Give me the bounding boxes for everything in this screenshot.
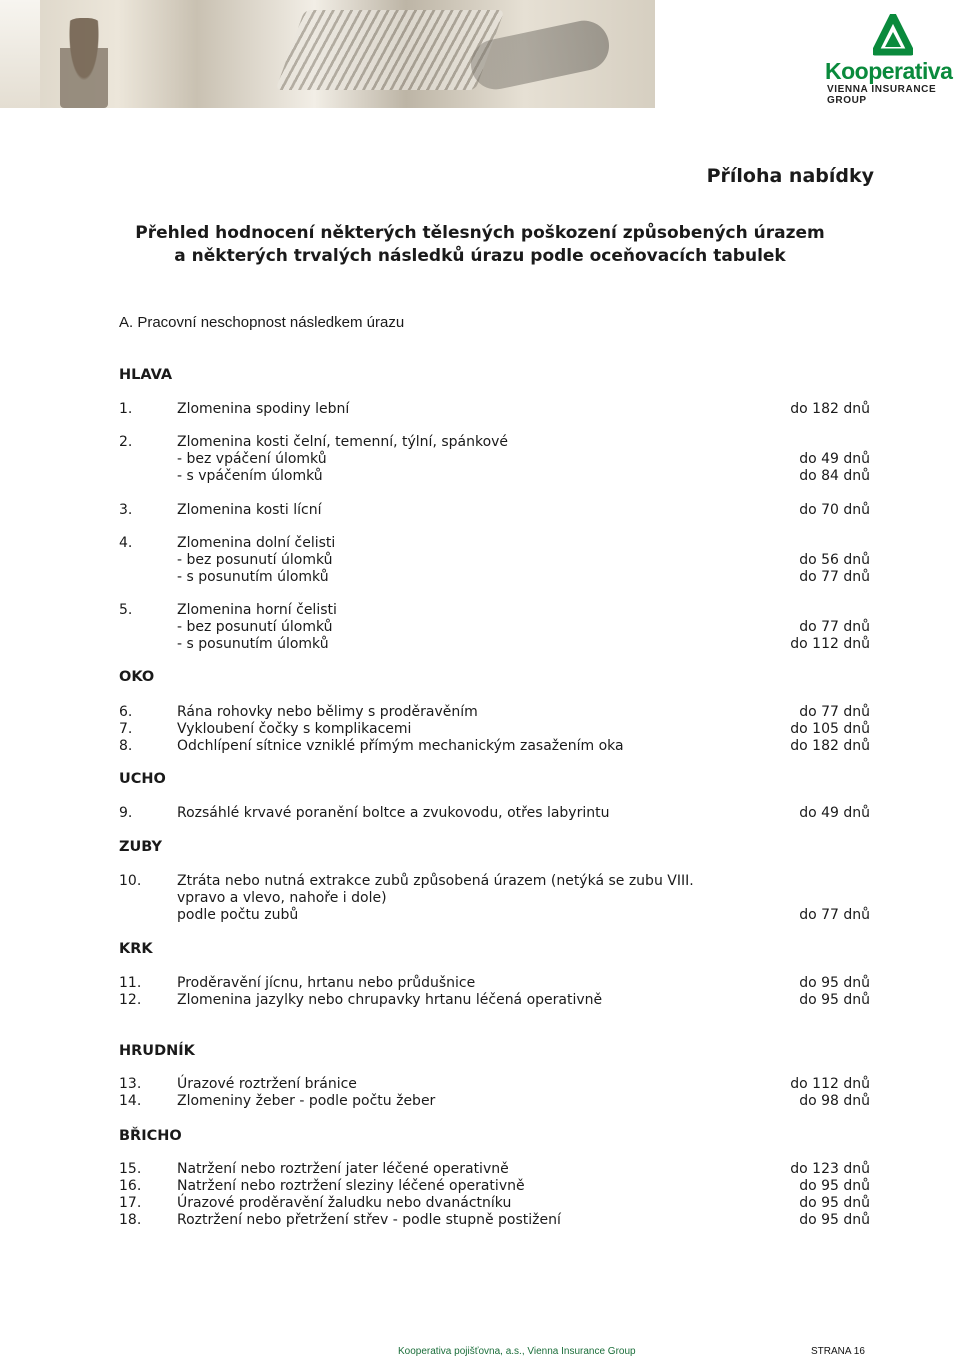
table-row (119, 1178, 870, 1195)
row-text: Roztržení nebo přetržení střev - podle stupně postižení (177, 1212, 561, 1228)
row-value: do 95 dnů (799, 975, 870, 991)
document-title (0, 222, 960, 268)
row-value: do 95 dnů (799, 992, 870, 1008)
row-value: do 95 dnů (799, 1212, 870, 1228)
row-value: do 70 dnů (799, 502, 870, 518)
row-value: do 112 dnů (790, 636, 870, 652)
heading-hrudnik: HRUDNÍK (119, 1043, 195, 1059)
row-text: - s posunutím úlomků (177, 636, 329, 652)
row-value: do 77 dnů (799, 907, 870, 923)
row-text: Rána rohovky nebo bělimy s proděravěním (177, 704, 478, 720)
table-row (119, 1212, 870, 1229)
heading-bricho: BŘICHO (119, 1128, 182, 1144)
row-value: do 49 dnů (799, 451, 870, 467)
table-row (119, 451, 870, 468)
logo-triangle-icon (873, 14, 913, 56)
row-value: do 95 dnů (799, 1178, 870, 1194)
title-line-1: Přehled hodnocení některých tělesných poškození způsobených úrazem (135, 223, 825, 243)
row-text: - bez posunutí úlomků (177, 552, 333, 568)
annex-title: Příloha nabídky (706, 165, 874, 187)
row-number: 15. (119, 1161, 142, 1177)
row-number: 5. (119, 602, 133, 618)
heading-oko: OKO (119, 669, 155, 685)
heading-ucho: UCHO (119, 771, 166, 787)
row-text: vpravo a vlevo, nahoře i dole) (177, 890, 387, 906)
kooperativa-logo (825, 14, 960, 106)
heading-zuby: ZUBY (119, 839, 163, 855)
table-row (119, 1161, 870, 1178)
row-number: 10. (119, 873, 142, 889)
table-row (119, 569, 870, 586)
logo-brand: Kooperativa (825, 58, 953, 84)
section-heading: A. Pracovní neschopnost následkem úrazu (119, 314, 405, 331)
footer-page-number: STRANA 16 (811, 1346, 865, 1357)
table-row (119, 721, 870, 738)
row-number: 12. (119, 992, 142, 1008)
row-number: 13. (119, 1076, 142, 1092)
row-text: Proděravění jícnu, hrtanu nebo průdušnice (177, 975, 476, 991)
row-value: do 95 dnů (799, 1195, 870, 1211)
table-row (119, 535, 870, 552)
table-row (119, 1076, 870, 1093)
row-number: 1. (119, 401, 133, 417)
row-text: - s vpáčením úlomků (177, 468, 323, 484)
heading-hlava: HLAVA (119, 367, 173, 383)
heading-krk: KRK (119, 941, 153, 957)
table-row (119, 602, 870, 619)
table-row (119, 1093, 870, 1110)
row-number: 6. (119, 704, 133, 720)
photo-files (275, 10, 504, 90)
row-number: 8. (119, 738, 133, 754)
table-row (119, 805, 870, 822)
row-text: Úrazové proděravění žaludku nebo dvanáctníku (177, 1195, 512, 1211)
row-text: Odchlípení sítnice vzniklé přímým mechanickým zasažením oka (177, 738, 624, 754)
row-number: 2. (119, 434, 133, 450)
row-text: Zlomenina kosti lícní (177, 502, 322, 518)
table-row (119, 975, 870, 992)
table-row (119, 890, 870, 907)
row-value: do 77 dnů (799, 569, 870, 585)
table-row (119, 873, 870, 890)
row-number: 16. (119, 1178, 142, 1194)
table-row (119, 434, 870, 451)
row-value: do 56 dnů (799, 552, 870, 568)
row-text: Úrazové roztržení bránice (177, 1076, 357, 1092)
row-text: Natržení nebo roztržení jater léčené operativně (177, 1161, 509, 1177)
row-text: Zlomenina kosti čelní, temenní, týlní, spánkové (177, 434, 509, 450)
row-text: Natržení nebo roztržení sleziny léčené operativně (177, 1178, 525, 1194)
header-photo (0, 0, 655, 108)
table-row (119, 636, 870, 653)
row-value: do 123 dnů (790, 1161, 870, 1177)
row-text: Ztráta nebo nutná extrakce zubů způsobená úrazem (netýká se zubu VIII. (177, 873, 694, 889)
table-row (119, 704, 870, 721)
row-number: 14. (119, 1093, 142, 1109)
table-row (119, 502, 870, 519)
row-number: 17. (119, 1195, 142, 1211)
row-text: Zlomenina dolní čelisti (177, 535, 336, 551)
table-row (119, 468, 870, 485)
row-number: 3. (119, 502, 133, 518)
row-text: Zlomenina jazylky nebo chrupavky hrtanu léčená operativně (177, 992, 603, 1008)
row-text: Zlomenina spodiny lební (177, 401, 350, 417)
row-text: Zlomeniny žeber - podle počtu žeber (177, 1093, 436, 1109)
row-text: podle počtu zubů (177, 907, 299, 923)
table-row (119, 401, 870, 418)
row-value: do 77 dnů (799, 619, 870, 635)
photo-window (0, 0, 40, 108)
row-text: - bez posunutí úlomků (177, 619, 333, 635)
title-line-2: a některých trvalých následků úrazu podle oceňovacích tabulek (174, 246, 786, 266)
row-value: do 49 dnů (799, 805, 870, 821)
row-number: 7. (119, 721, 133, 737)
row-text: Vykloubení čočky s komplikacemi (177, 721, 412, 737)
table-row (119, 907, 870, 924)
row-value: do 84 dnů (799, 468, 870, 484)
row-number: 9. (119, 805, 133, 821)
row-text: - s posunutím úlomků (177, 569, 329, 585)
row-number: 18. (119, 1212, 142, 1228)
row-value: do 182 dnů (790, 401, 870, 417)
row-value: do 98 dnů (799, 1093, 870, 1109)
row-value: do 112 dnů (790, 1076, 870, 1092)
row-text: Zlomenina horní čelisti (177, 602, 337, 618)
row-number: 11. (119, 975, 142, 991)
table-row (119, 1195, 870, 1212)
photo-person (60, 18, 108, 108)
table-row (119, 552, 870, 569)
table-row (119, 992, 870, 1009)
row-value: do 105 dnů (790, 721, 870, 737)
table-row (119, 619, 870, 636)
row-number: 4. (119, 535, 133, 551)
row-value: do 182 dnů (790, 738, 870, 754)
row-text: Rozsáhlé krvavé poranění boltce a zvukovodu, otřes labyrintu (177, 805, 610, 821)
row-text: - bez vpáčení úlomků (177, 451, 327, 467)
logo-group: VIENNA INSURANCE GROUP (827, 84, 937, 106)
footer-company: Kooperativa pojišťovna, a.s., Vienna Insurance Group (398, 1346, 636, 1357)
table-row (119, 738, 870, 755)
row-value: do 77 dnů (799, 704, 870, 720)
